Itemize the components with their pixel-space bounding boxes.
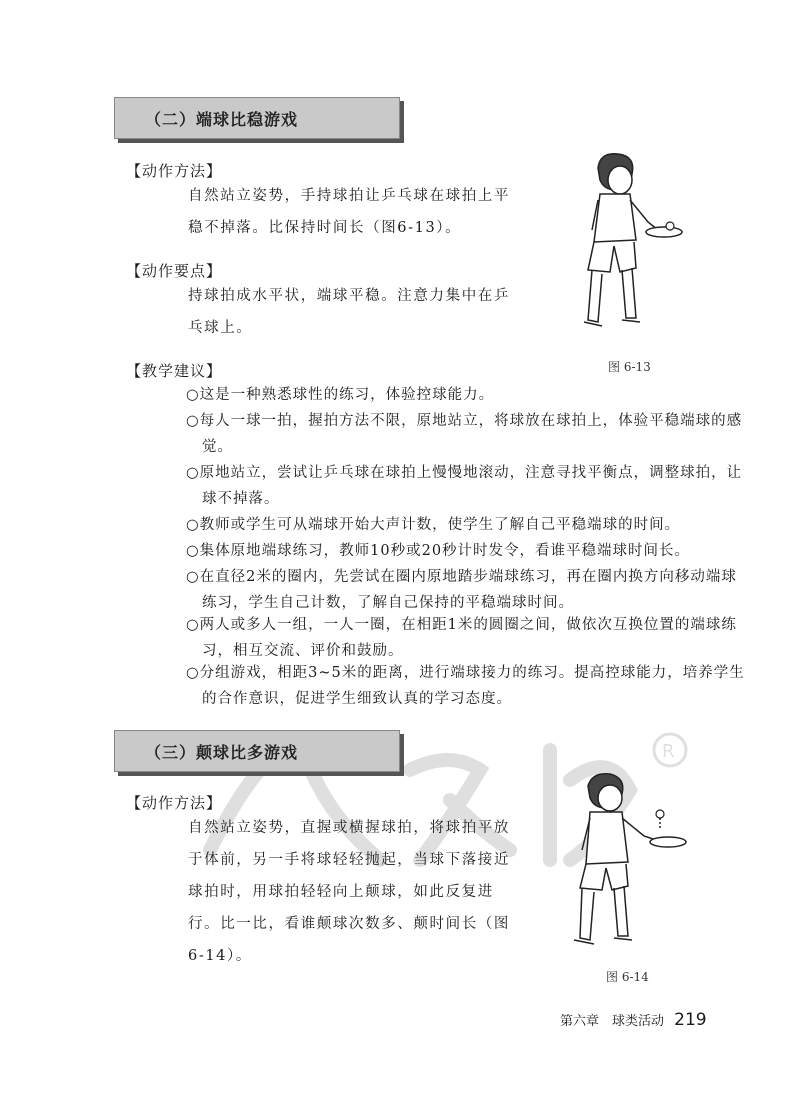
keypoint-heading: 【动作要点】 [126,262,223,280]
teaching-item: ○原地站立，尝试让乒乓球在球拍上慢慢地滚动，注意寻找平衡点，调整球拍，让球不掉落。 [186,465,743,507]
figure-caption: 图 6-14 [606,970,649,984]
teaching-item: ○教师或学生可从端球开始大声计数，使学生了解自己平稳端球的时间。 [186,517,681,533]
svg-text:R: R [662,741,675,762]
method-heading: 【动作方法】 [126,794,223,812]
section-banner-3 [114,730,400,772]
text-line: 自然站立姿势，直握或横握球拍，将球拍平放 [188,820,510,836]
method-paragraph [188,812,528,972]
teaching-heading: 【教学建议】 [126,362,223,380]
teaching-item: ○分组游戏，相距3~5米的距离，进行端球接力的练习。提高控球能力，培养学生的合作意识，促进学生细致认真的学习态度。 [186,665,745,707]
page-footer [560,1010,707,1030]
figure-boy-balancing-ball [570,150,700,350]
teaching-item: ○在直径2米的圈内，先尝试在圈内原地踏步端球练习，再在圈内换方向移动端球练习，学生自己计数，了解自己保持的平稳端球时间。 [186,569,737,611]
method-paragraph [188,180,510,244]
teaching-item: ○这是一种熟悉球性的练习，体验控球能力。 [186,387,495,403]
page-number: 219 [674,1010,707,1030]
figure-caption: 图 6-13 [608,360,651,374]
chapter-label: 第六章 球类活动 [560,1014,665,1029]
text-line: 持球拍成水平状，端球平稳。注意力集中在乒 [188,288,510,304]
teaching-item: ○两人或多人一组，一人一圈，在相距1米的圆圈之间，做依次互换位置的端球练习，相互交流、评价和鼓励。 [186,617,737,659]
teaching-item: ○每人一球一拍，握拍方法不限，原地站立，将球放在球拍上，体验平稳端球的感觉。 [186,413,743,455]
text-line: 行。比一比，看谁颠球次数多、颠时间长（图 [188,916,510,932]
text-line: 6-14）。 [188,948,252,964]
section-title: （三）颠球比多游戏 [145,743,299,762]
keypoint-paragraph [188,280,510,344]
text-line: 球拍时，用球拍轻轻向上颠球，如此反复进 [188,884,494,900]
teaching-item: ○集体原地端球练习，教师10秒或20秒计时发令，看谁平稳端球时间长。 [186,543,691,559]
text-line: 自然站立姿势，手持球拍让乒乓球在球拍上平 [188,188,510,204]
text-line: 于体前，另一手将球轻轻抛起，当球下落接近 [188,852,510,868]
figure-boy-bouncing-ball [560,770,700,960]
section-banner-2 [114,97,400,139]
section-title: （二）端球比稳游戏 [145,110,299,129]
text-line: 稳不掉落。比保持时间长（图6-13）。 [188,220,462,236]
method-heading: 【动作方法】 [126,162,223,180]
text-line: 乓球上。 [188,320,253,336]
